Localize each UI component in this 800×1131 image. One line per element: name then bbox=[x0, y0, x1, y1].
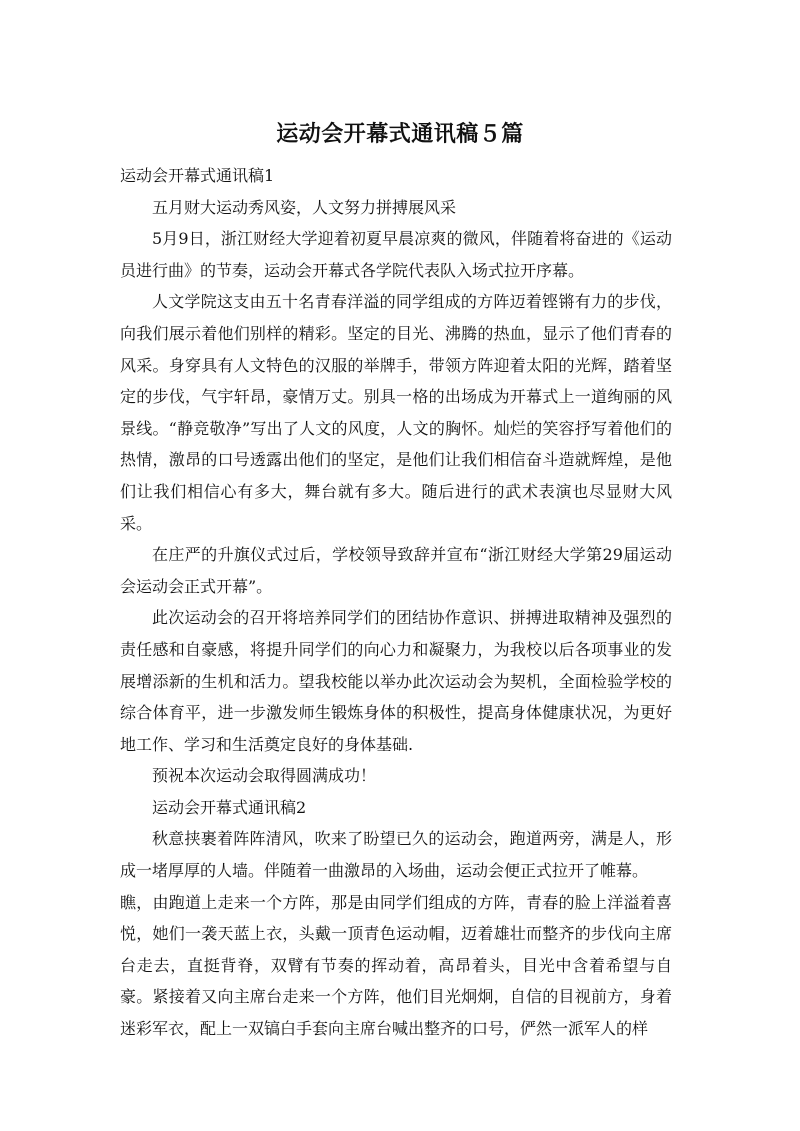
paragraph: 五月财大运动秀风姿，人文努力拼搏展风采 bbox=[152, 197, 457, 217]
paragraph: 预祝本次运动会取得圆满成功！ bbox=[152, 766, 377, 786]
paragraph: 运动会开幕式通讯稿1 bbox=[120, 166, 275, 185]
paragraph: 瞧，由跑道上走来一个方阵，那是由同学们组成的方阵，青春的脸上洋溢着喜悦，她们一袭天蓝上衣，头戴一顶青色运动帽，迈着雄壮而整齐的步伐向主席台走去，直挺背脊，双臂有节奏的挥动着，高昂着头，目光中含着希望与自豪。紧接着又向主席台走来一个方阵，他们目光炯炯，自信的目视前方，身着迷彩军衣，配上一双镐白手套向主席台喊出整齐的口号，俨然一派军人的样 bbox=[120, 892, 672, 1039]
paragraph: 秋意挟裹着阵阵清风，吹来了盼望已久的运动会，跑道两旁，满是人，形成一堵厚厚的人墙。伴随着一曲激昂的入场曲，运动会便正式拉开了帷幕。 bbox=[120, 829, 672, 881]
paragraph: 此次运动会的召开将培养同学们的团结协作意识、拼搏进取精神及强烈的责任感和自豪感，将提升同学们的向心力和凝聚力，为我校以后各项事业的发展增添新的生机和活力。望我校能以举办此次运动会为契机，全面检验学校的综合体育平，进一步激发师生锻炼身体的积极性，提高身体健康状况，为更好地工作、学习和生活奠定良好的身体基础. bbox=[120, 608, 672, 754]
paragraph: 人文学院这支由五十名青春洋溢的同学组成的方阵迈着铿锵有力的步伐，向我们展示着他们别样的精彩。坚定的目光、沸腾的热血，显示了他们青春的风采。身穿具有人文特色的汉服的举牌手，带领方阵迎着太阳的光辉，踏着坚定的步伐，气宇轩昂，豪情万丈。别具一格的出场成为开幕式上一道绚丽的风景线。“静竞敬净”写出了人文的风度，人文的胸怀。灿烂的笑容抒写着他们的热情，激昂的口号透露出他们的坚定，是他们让我们相信奋斗造就辉煌，是他们让我们相信心有多大，舞台就有多大。随后进行的武术表演也尽显财大风采。 bbox=[120, 292, 672, 533]
paragraph: 运动会开幕式通讯稿2 bbox=[152, 797, 307, 817]
paragraph: 5月9日，浙江财经大学迎着初夏早晨凉爽的微风，伴随着将奋进的《运动员进行曲》的节奏，运动会开幕式各学院代表队入场式拉开序幕。 bbox=[120, 229, 672, 280]
paragraph: 在庄严的升旗仪式过后，学校领导致辞并宣布“浙江财经大学第29届运动会运动会正式开幕”。 bbox=[120, 545, 672, 596]
document-body bbox=[120, 160, 672, 1045]
document-title: 运动会开幕式通讯稿５篇 bbox=[276, 122, 524, 147]
